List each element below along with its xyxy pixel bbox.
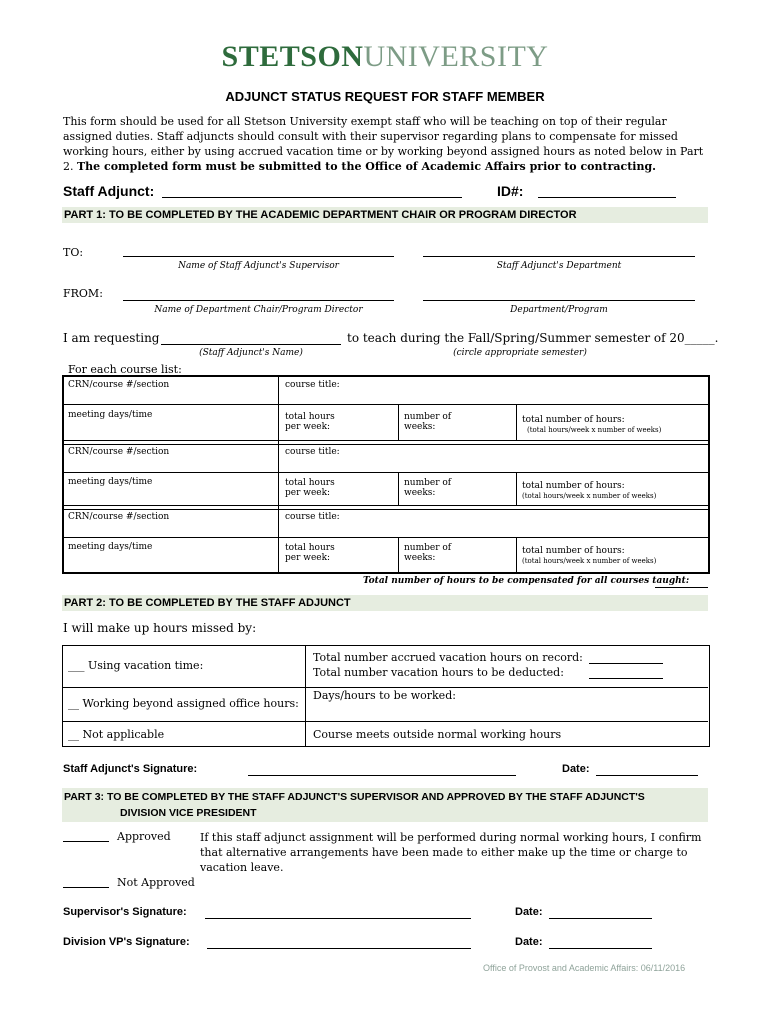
total-compensated-field[interactable] [655, 587, 708, 588]
university-logo: STETSONUNIVERSITY [221, 40, 549, 73]
hours-week-label: total hours per week: [285, 478, 335, 498]
adjunct-date-field[interactable] [596, 775, 698, 776]
table-col-rule [305, 645, 306, 746]
requesting-suffix: to teach during the Fall/Spring/Summer semester of 20_____. [347, 331, 719, 345]
table-col-rule [398, 472, 399, 506]
weeks-label: number of weeks: [404, 478, 452, 498]
semester-caption: (circle appropriate semester) [453, 348, 587, 358]
intro-paragraph: This form should be used for all Stetson University exempt staff who will be teaching on top of their regular assigned duties. Staff adjuncts should consult with their supervisor regarding plans to compensate for missed working hours, either by using accrued vacation time or by working beyond assigned hours as noted below in Part 2. The completed form must be submitted to the Office of Academic Affairs prior to contracting. [63, 115, 704, 173]
supervisor-name-field[interactable] [123, 256, 394, 257]
supervisor-signature-field[interactable] [205, 918, 471, 919]
course-title-label: course title: [285, 380, 340, 390]
table-rule [63, 472, 708, 473]
total-hours-formula: (total hours/week x number of weeks) [522, 557, 657, 565]
table-rule [62, 721, 708, 722]
table-rule [63, 404, 708, 405]
footer-text: Office of Provost and Academic Affairs: 06/11/2016 [483, 963, 686, 973]
supervisor-date-label: Date: [515, 906, 543, 918]
weeks-label: number of weeks: [404, 543, 452, 563]
department-program-caption: Department/Program [510, 305, 608, 315]
table-col-rule [516, 472, 517, 506]
vacation-accrued-label: Total number accrued vacation hours on record: [313, 651, 583, 664]
supervisor-date-field[interactable] [549, 918, 652, 919]
form-title: ADJUNCT STATUS REQUEST FOR STAFF MEMBER [225, 89, 545, 104]
table-rule [62, 687, 708, 688]
adjunct-department-field[interactable] [423, 256, 695, 257]
approved-field[interactable] [63, 841, 109, 842]
crn-label: CRN/course #/section [68, 447, 170, 457]
total-hours-label: total number of hours: [522, 546, 625, 556]
from-label: FROM: [63, 287, 103, 300]
days-hours-label: Days/hours to be worked: [313, 689, 456, 702]
approved-label: Approved [117, 830, 171, 843]
table-rule [63, 440, 708, 445]
adjunct-name-caption: (Staff Adjunct's Name) [199, 348, 303, 358]
adjunct-date-label: Date: [562, 763, 590, 775]
total-hours-formula: (total hours/week x number of weeks) [527, 426, 662, 434]
requesting-prefix: I am requesting [63, 331, 160, 345]
department-program-field[interactable] [423, 300, 695, 301]
table-col-rule [398, 537, 399, 572]
hours-week-label: total hours per week: [285, 412, 335, 432]
vacation-option[interactable]: ___ Using vacation time: [68, 659, 204, 672]
crn-label: CRN/course #/section [68, 380, 170, 390]
adjunct-name-field[interactable] [161, 344, 341, 345]
makeup-label: I will make up hours missed by: [63, 621, 257, 635]
vp-date-field[interactable] [549, 948, 652, 949]
table-col-rule [398, 404, 399, 441]
adjunct-department-caption: Staff Adjunct's Department [496, 261, 622, 271]
part1-heading: PART 1: TO BE COMPLETED BY THE ACADEMIC DEPARTMENT CHAIR OR PROGRAM DIRECTOR [62, 207, 708, 223]
table-col-rule [516, 537, 517, 572]
approval-statement: If this staff adjunct assignment will be performed during normal working hours, I confirm that alternative arrangements have been made to either make up the time or charge to vacation leave. [200, 831, 702, 874]
supervisor-signature-label: Supervisor's Signature: [63, 906, 187, 918]
vp-signature-label: Division VP's Signature: [63, 936, 190, 948]
not-approved-field[interactable] [63, 887, 109, 888]
working-option[interactable]: __ Working beyond assigned office hours: [68, 697, 299, 710]
hours-week-label: total hours per week: [285, 543, 335, 563]
id-label: ID#: [497, 183, 524, 199]
meeting-label: meeting days/time [68, 410, 153, 420]
part3-heading: PART 3: TO BE COMPLETED BY THE STAFF ADJUNCT'S SUPERVISOR AND APPROVED BY THE STAFF ADJUNCT'S DIVISION VICE PRESIDENT [62, 788, 708, 822]
supervisor-name-caption: Name of Staff Adjunct's Supervisor [178, 261, 339, 271]
vacation-deducted-field[interactable] [589, 678, 663, 679]
vp-signature-field[interactable] [207, 948, 471, 949]
table-rule [63, 537, 708, 538]
course-title-label: course title: [285, 447, 340, 457]
meeting-label: meeting days/time [68, 542, 153, 552]
total-hours-formula: (total hours/week x number of weeks) [522, 492, 657, 500]
part2-heading: PART 2: TO BE COMPLETED BY THE STAFF ADJUNCT [62, 595, 708, 611]
id-field[interactable] [538, 197, 676, 198]
table-rule [63, 505, 708, 510]
not-applicable-detail: Course meets outside normal working hours [313, 728, 562, 741]
meeting-label: meeting days/time [68, 477, 153, 487]
adjunct-signature-field[interactable] [248, 775, 516, 776]
course-title-label: course title: [285, 512, 340, 522]
table-col-rule [278, 377, 279, 572]
total-hours-label: total number of hours: [522, 415, 625, 425]
weeks-label: number of weeks: [404, 412, 452, 432]
total-compensated-label: Total number of hours to be compensated for all courses taught: [363, 576, 690, 586]
course-list-label: For each course list: [68, 363, 182, 376]
staff-adjunct-label: Staff Adjunct: [63, 183, 155, 199]
not-approved-label: Not Approved [117, 876, 195, 889]
not-applicable-option[interactable]: __ Not applicable [68, 728, 165, 741]
vacation-deducted-label: Total number vacation hours to be deducted: [313, 666, 564, 679]
staff-adjunct-field[interactable] [162, 197, 462, 198]
adjunct-signature-label: Staff Adjunct's Signature: [63, 763, 198, 775]
vp-date-label: Date: [515, 936, 543, 948]
table-col-rule [516, 404, 517, 441]
chair-name-caption: Name of Department Chair/Program Director [154, 305, 363, 315]
chair-name-field[interactable] [123, 300, 394, 301]
crn-label: CRN/course #/section [68, 512, 170, 522]
total-hours-label: total number of hours: [522, 481, 625, 491]
vacation-accrued-field[interactable] [589, 663, 663, 664]
to-label: TO: [63, 246, 84, 259]
